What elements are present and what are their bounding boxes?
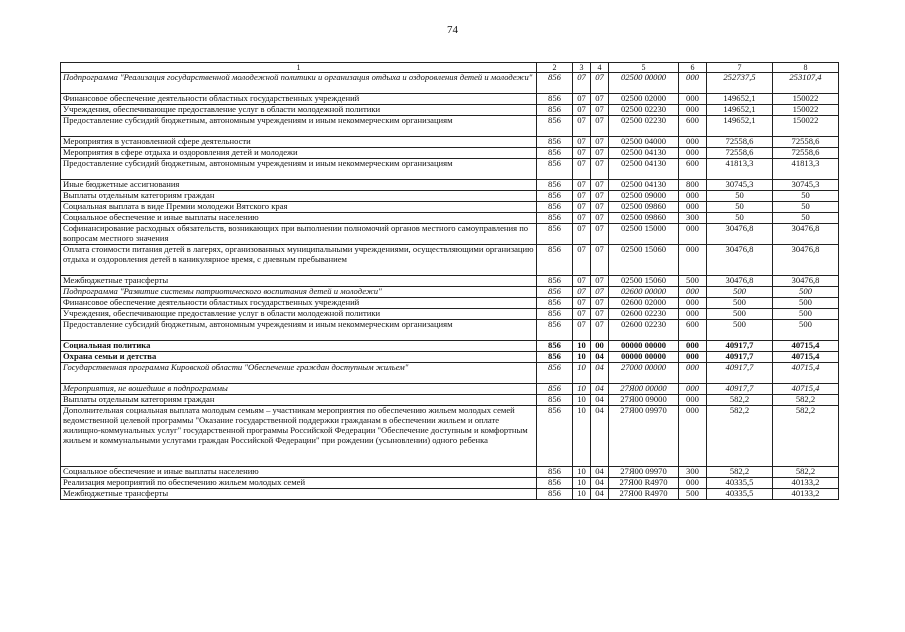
row-section: 10 xyxy=(573,363,591,384)
row-amount-year1: 500 xyxy=(707,287,773,298)
row-section: 10 xyxy=(573,384,591,395)
row-amount-year2: 150022 xyxy=(773,116,839,137)
row-target-article: 02500 04130 xyxy=(609,180,679,191)
row-chapter-code: 856 xyxy=(537,478,573,489)
row-subsection: 07 xyxy=(591,116,609,137)
row-amount-year1: 582,2 xyxy=(707,406,773,467)
row-amount-year2: 72558,6 xyxy=(773,137,839,148)
table-row xyxy=(61,73,839,94)
row-section: 07 xyxy=(573,287,591,298)
row-subsection: 07 xyxy=(591,180,609,191)
row-subsection: 07 xyxy=(591,137,609,148)
row-expense-type: 000 xyxy=(679,202,707,213)
row-subsection: 07 xyxy=(591,320,609,341)
row-description: Подпрограмма "Развитие системы патриотического воспитания детей и молодежи" xyxy=(61,287,537,298)
row-amount-year2: 500 xyxy=(773,320,839,341)
row-subsection: 07 xyxy=(591,298,609,309)
row-target-article: 02600 00000 xyxy=(609,287,679,298)
column-header: 6 xyxy=(679,63,707,73)
row-amount-year1: 40917,7 xyxy=(707,352,773,363)
row-amount-year1: 149652,1 xyxy=(707,94,773,105)
row-section: 07 xyxy=(573,245,591,276)
row-description: Межбюджетные трансферты xyxy=(61,489,537,500)
row-chapter-code: 856 xyxy=(537,489,573,500)
row-description: Охрана семьи и детства xyxy=(61,352,537,363)
column-header: 3 xyxy=(573,63,591,73)
row-section: 07 xyxy=(573,213,591,224)
row-target-article: 27000 00000 xyxy=(609,363,679,384)
row-amount-year2: 582,2 xyxy=(773,467,839,478)
row-section: 10 xyxy=(573,352,591,363)
table-row xyxy=(61,105,839,116)
table-row xyxy=(61,478,839,489)
row-amount-year2: 500 xyxy=(773,287,839,298)
row-amount-year2: 582,2 xyxy=(773,395,839,406)
row-description: Учреждения, обеспечивающие предоставление услуг в области молодежной политики xyxy=(61,105,537,116)
row-chapter-code: 856 xyxy=(537,341,573,352)
row-chapter-code: 856 xyxy=(537,180,573,191)
row-target-article: 02500 09000 xyxy=(609,191,679,202)
row-subsection: 07 xyxy=(591,276,609,287)
row-expense-type: 000 xyxy=(679,287,707,298)
table-row xyxy=(61,137,839,148)
row-subsection: 04 xyxy=(591,395,609,406)
row-section: 10 xyxy=(573,406,591,467)
row-expense-type: 000 xyxy=(679,137,707,148)
row-amount-year2: 40715,4 xyxy=(773,384,839,395)
row-amount-year1: 50 xyxy=(707,191,773,202)
column-header: 2 xyxy=(537,63,573,73)
row-description: Выплаты отдельным категориям граждан xyxy=(61,191,537,202)
table-row xyxy=(61,116,839,137)
row-target-article: 00000 00000 xyxy=(609,341,679,352)
row-target-article: 02500 02230 xyxy=(609,116,679,137)
row-chapter-code: 856 xyxy=(537,467,573,478)
row-chapter-code: 856 xyxy=(537,245,573,276)
row-description: Выплаты отдельным категориям граждан xyxy=(61,395,537,406)
row-chapter-code: 856 xyxy=(537,159,573,180)
row-subsection: 04 xyxy=(591,489,609,500)
row-amount-year1: 582,2 xyxy=(707,467,773,478)
row-amount-year2: 500 xyxy=(773,298,839,309)
row-subsection: 07 xyxy=(591,202,609,213)
row-target-article: 02500 15060 xyxy=(609,276,679,287)
row-target-article: 02600 02230 xyxy=(609,320,679,341)
table-row xyxy=(61,191,839,202)
row-target-article: 00000 00000 xyxy=(609,352,679,363)
row-amount-year2: 30745,3 xyxy=(773,180,839,191)
row-chapter-code: 856 xyxy=(537,213,573,224)
row-amount-year1: 30476,8 xyxy=(707,224,773,245)
row-amount-year2: 500 xyxy=(773,309,839,320)
row-section: 07 xyxy=(573,159,591,180)
row-amount-year1: 40335,5 xyxy=(707,478,773,489)
row-subsection: 07 xyxy=(591,245,609,276)
row-amount-year1: 30745,3 xyxy=(707,180,773,191)
row-chapter-code: 856 xyxy=(537,395,573,406)
row-target-article: 02500 09860 xyxy=(609,202,679,213)
row-section: 10 xyxy=(573,489,591,500)
row-amount-year2: 50 xyxy=(773,202,839,213)
row-amount-year2: 30476,8 xyxy=(773,245,839,276)
page-number: 74 xyxy=(447,24,458,36)
row-section: 10 xyxy=(573,467,591,478)
row-section: 07 xyxy=(573,298,591,309)
row-amount-year2: 72558,6 xyxy=(773,148,839,159)
row-section: 07 xyxy=(573,148,591,159)
row-target-article: 27Я00 09970 xyxy=(609,467,679,478)
row-section: 07 xyxy=(573,137,591,148)
row-description: Социальное обеспечение и иные выплаты населению xyxy=(61,467,537,478)
table-row xyxy=(61,363,839,384)
table-row xyxy=(61,245,839,276)
row-section: 07 xyxy=(573,180,591,191)
table-row xyxy=(61,384,839,395)
row-expense-type: 500 xyxy=(679,276,707,287)
table-row xyxy=(61,180,839,191)
row-amount-year1: 40335,5 xyxy=(707,489,773,500)
row-subsection: 07 xyxy=(591,309,609,320)
row-expense-type: 300 xyxy=(679,467,707,478)
row-section: 10 xyxy=(573,478,591,489)
row-description: Социальная выплата в виде Премии молодежи Вятского края xyxy=(61,202,537,213)
row-subsection: 04 xyxy=(591,363,609,384)
row-section: 07 xyxy=(573,105,591,116)
row-chapter-code: 856 xyxy=(537,287,573,298)
row-chapter-code: 856 xyxy=(537,73,573,94)
row-target-article: 02500 09860 xyxy=(609,213,679,224)
row-target-article: 27Я00 R4970 xyxy=(609,478,679,489)
row-amount-year1: 41813,3 xyxy=(707,159,773,180)
row-expense-type: 000 xyxy=(679,191,707,202)
row-amount-year1: 149652,1 xyxy=(707,105,773,116)
row-description: Дополнительная социальная выплата молодым семьям – участникам мероприятия по обеспечению жильем молодых семей ведомственной целевой программы "Оказание государственной поддержки гражданам в обеспечении жильем и оплате жилищно-коммунальных услуг" государственной программы Российской Федерации "Обеспечение доступным и комфортным жильем и коммунальными услугами граждан Российской Федерации" при рождении (усыновлении) одного ребенка xyxy=(61,406,537,467)
row-description: Финансовое обеспечение деятельности областных государственных учреждений xyxy=(61,94,537,105)
table-body xyxy=(61,73,839,500)
row-target-article: 02500 15060 xyxy=(609,245,679,276)
row-expense-type: 000 xyxy=(679,478,707,489)
row-chapter-code: 856 xyxy=(537,94,573,105)
row-expense-type: 600 xyxy=(679,320,707,341)
table-row xyxy=(61,489,839,500)
row-amount-year2: 50 xyxy=(773,191,839,202)
row-amount-year1: 40917,7 xyxy=(707,384,773,395)
row-amount-year1: 582,2 xyxy=(707,395,773,406)
row-expense-type: 000 xyxy=(679,341,707,352)
table-row xyxy=(61,298,839,309)
row-chapter-code: 856 xyxy=(537,363,573,384)
table-row xyxy=(61,94,839,105)
row-target-article: 02500 15000 xyxy=(609,224,679,245)
row-target-article: 02500 04000 xyxy=(609,137,679,148)
row-chapter-code: 856 xyxy=(537,298,573,309)
row-amount-year1: 40917,7 xyxy=(707,341,773,352)
row-description: Государственная программа Кировской области "Обеспечение граждан доступным жильем" xyxy=(61,363,537,384)
row-amount-year1: 50 xyxy=(707,213,773,224)
row-expense-type: 500 xyxy=(679,489,707,500)
row-target-article: 02500 02000 xyxy=(609,94,679,105)
row-amount-year2: 30476,8 xyxy=(773,276,839,287)
row-amount-year1: 30476,8 xyxy=(707,276,773,287)
row-chapter-code: 856 xyxy=(537,224,573,245)
row-chapter-code: 856 xyxy=(537,116,573,137)
budget-table xyxy=(60,62,839,500)
row-target-article: 27Я00 00000 xyxy=(609,384,679,395)
row-expense-type: 000 xyxy=(679,224,707,245)
row-amount-year2: 150022 xyxy=(773,94,839,105)
table-row xyxy=(61,309,839,320)
row-amount-year1: 149652,1 xyxy=(707,116,773,137)
row-chapter-code: 856 xyxy=(537,191,573,202)
row-amount-year2: 150022 xyxy=(773,105,839,116)
row-expense-type: 800 xyxy=(679,180,707,191)
table-row xyxy=(61,341,839,352)
row-subsection: 07 xyxy=(591,287,609,298)
row-section: 07 xyxy=(573,191,591,202)
column-header: 8 xyxy=(773,63,839,73)
row-subsection: 04 xyxy=(591,352,609,363)
row-description: Мероприятия в сфере отдыха и оздоровления детей и молодежи xyxy=(61,148,537,159)
row-target-article: 27Я00 09000 xyxy=(609,395,679,406)
row-section: 07 xyxy=(573,309,591,320)
row-chapter-code: 856 xyxy=(537,406,573,467)
row-section: 07 xyxy=(573,94,591,105)
row-section: 07 xyxy=(573,320,591,341)
row-amount-year2: 40133,2 xyxy=(773,489,839,500)
row-target-article: 02600 02230 xyxy=(609,309,679,320)
row-description: Социальное обеспечение и иные выплаты населению xyxy=(61,213,537,224)
row-amount-year2: 50 xyxy=(773,213,839,224)
row-amount-year1: 30476,8 xyxy=(707,245,773,276)
row-expense-type: 000 xyxy=(679,298,707,309)
table-row xyxy=(61,352,839,363)
table-row xyxy=(61,159,839,180)
table-row xyxy=(61,148,839,159)
row-description: Оплата стоимости питания детей в лагерях, организованных муниципальными учреждениями, осуществляющими организацию отдыха и оздоровления детей в каникулярное время, с дневным пребыванием xyxy=(61,245,537,276)
row-amount-year1: 500 xyxy=(707,320,773,341)
row-expense-type: 000 xyxy=(679,148,707,159)
row-chapter-code: 856 xyxy=(537,309,573,320)
row-subsection: 04 xyxy=(591,384,609,395)
row-section: 07 xyxy=(573,116,591,137)
column-header: 1 xyxy=(61,63,537,73)
row-description: Предоставление субсидий бюджетным, автономным учреждениям и иным некоммерческим организациям xyxy=(61,159,537,180)
row-amount-year1: 40917,7 xyxy=(707,363,773,384)
row-subsection: 00 xyxy=(591,341,609,352)
row-description: Мероприятия в установленной сфере деятельности xyxy=(61,137,537,148)
row-description: Реализация мероприятий по обеспечению жильем молодых семей xyxy=(61,478,537,489)
row-subsection: 07 xyxy=(591,224,609,245)
row-description: Предоставление субсидий бюджетным, автономным учреждениям и иным некоммерческим организациям xyxy=(61,116,537,137)
table-row xyxy=(61,287,839,298)
row-subsection: 07 xyxy=(591,94,609,105)
row-target-article: 27Я00 R4970 xyxy=(609,489,679,500)
table-row xyxy=(61,202,839,213)
column-header: 4 xyxy=(591,63,609,73)
column-header: 5 xyxy=(609,63,679,73)
row-section: 10 xyxy=(573,395,591,406)
row-amount-year2: 253107,4 xyxy=(773,73,839,94)
column-header: 7 xyxy=(707,63,773,73)
table-row xyxy=(61,320,839,341)
row-expense-type: 600 xyxy=(679,159,707,180)
row-amount-year2: 582,2 xyxy=(773,406,839,467)
row-description: Межбюджетные трансферты xyxy=(61,276,537,287)
row-amount-year2: 40133,2 xyxy=(773,478,839,489)
row-subsection: 07 xyxy=(591,148,609,159)
row-description: Мероприятия, не вошедшие в подпрограммы xyxy=(61,384,537,395)
row-chapter-code: 856 xyxy=(537,352,573,363)
row-target-article: 02500 00000 xyxy=(609,73,679,94)
row-expense-type: 000 xyxy=(679,245,707,276)
row-chapter-code: 856 xyxy=(537,384,573,395)
row-expense-type: 000 xyxy=(679,406,707,467)
row-chapter-code: 856 xyxy=(537,105,573,116)
row-section: 07 xyxy=(573,224,591,245)
row-expense-type: 000 xyxy=(679,73,707,94)
row-subsection: 07 xyxy=(591,159,609,180)
row-description: Социальная политика xyxy=(61,341,537,352)
row-amount-year1: 50 xyxy=(707,202,773,213)
row-amount-year1: 72558,6 xyxy=(707,148,773,159)
table-row xyxy=(61,467,839,478)
row-expense-type: 000 xyxy=(679,384,707,395)
row-subsection: 04 xyxy=(591,478,609,489)
row-expense-type: 000 xyxy=(679,352,707,363)
row-section: 07 xyxy=(573,73,591,94)
row-chapter-code: 856 xyxy=(537,202,573,213)
row-expense-type: 000 xyxy=(679,105,707,116)
row-chapter-code: 856 xyxy=(537,148,573,159)
row-subsection: 04 xyxy=(591,467,609,478)
row-section: 10 xyxy=(573,341,591,352)
row-subsection: 04 xyxy=(591,406,609,467)
row-target-article: 02500 04130 xyxy=(609,159,679,180)
row-description: Подпрограмма "Реализация государственной молодежной политики и организация отдыха и оздоровления детей и молодежи" xyxy=(61,73,537,94)
row-amount-year2: 41813,3 xyxy=(773,159,839,180)
row-expense-type: 300 xyxy=(679,213,707,224)
table-row xyxy=(61,276,839,287)
row-chapter-code: 856 xyxy=(537,137,573,148)
row-expense-type: 000 xyxy=(679,363,707,384)
row-description: Финансовое обеспечение деятельности областных государственных учреждений xyxy=(61,298,537,309)
row-description: Софинансирование расходных обязательств, возникающих при выполнении полномочий органов местного самоуправления по вопросам местного значения xyxy=(61,224,537,245)
row-expense-type: 600 xyxy=(679,116,707,137)
row-amount-year2: 30476,8 xyxy=(773,224,839,245)
row-amount-year2: 40715,4 xyxy=(773,341,839,352)
row-chapter-code: 856 xyxy=(537,320,573,341)
row-target-article: 02500 04130 xyxy=(609,148,679,159)
row-target-article: 27Я00 09970 xyxy=(609,406,679,467)
table-row xyxy=(61,224,839,245)
row-subsection: 07 xyxy=(591,105,609,116)
row-description: Учреждения, обеспечивающие предоставление услуг в области молодежной политики xyxy=(61,309,537,320)
row-section: 07 xyxy=(573,202,591,213)
row-subsection: 07 xyxy=(591,191,609,202)
row-amount-year2: 40715,4 xyxy=(773,363,839,384)
row-chapter-code: 856 xyxy=(537,276,573,287)
row-target-article: 02500 02230 xyxy=(609,105,679,116)
table-row xyxy=(61,406,839,467)
row-subsection: 07 xyxy=(591,73,609,94)
row-subsection: 07 xyxy=(591,213,609,224)
row-target-article: 02600 02000 xyxy=(609,298,679,309)
row-description: Предоставление субсидий бюджетным, автономным учреждениям и иным некоммерческим организациям xyxy=(61,320,537,341)
row-amount-year2: 40715,4 xyxy=(773,352,839,363)
row-expense-type: 000 xyxy=(679,309,707,320)
table-row xyxy=(61,395,839,406)
row-description: Иные бюджетные ассигнования xyxy=(61,180,537,191)
row-expense-type: 000 xyxy=(679,94,707,105)
row-amount-year1: 72558,6 xyxy=(707,137,773,148)
header-row xyxy=(61,63,839,73)
row-amount-year1: 500 xyxy=(707,298,773,309)
row-section: 07 xyxy=(573,276,591,287)
row-expense-type: 000 xyxy=(679,395,707,406)
row-amount-year1: 252737,5 xyxy=(707,73,773,94)
table-row xyxy=(61,213,839,224)
row-amount-year1: 500 xyxy=(707,309,773,320)
